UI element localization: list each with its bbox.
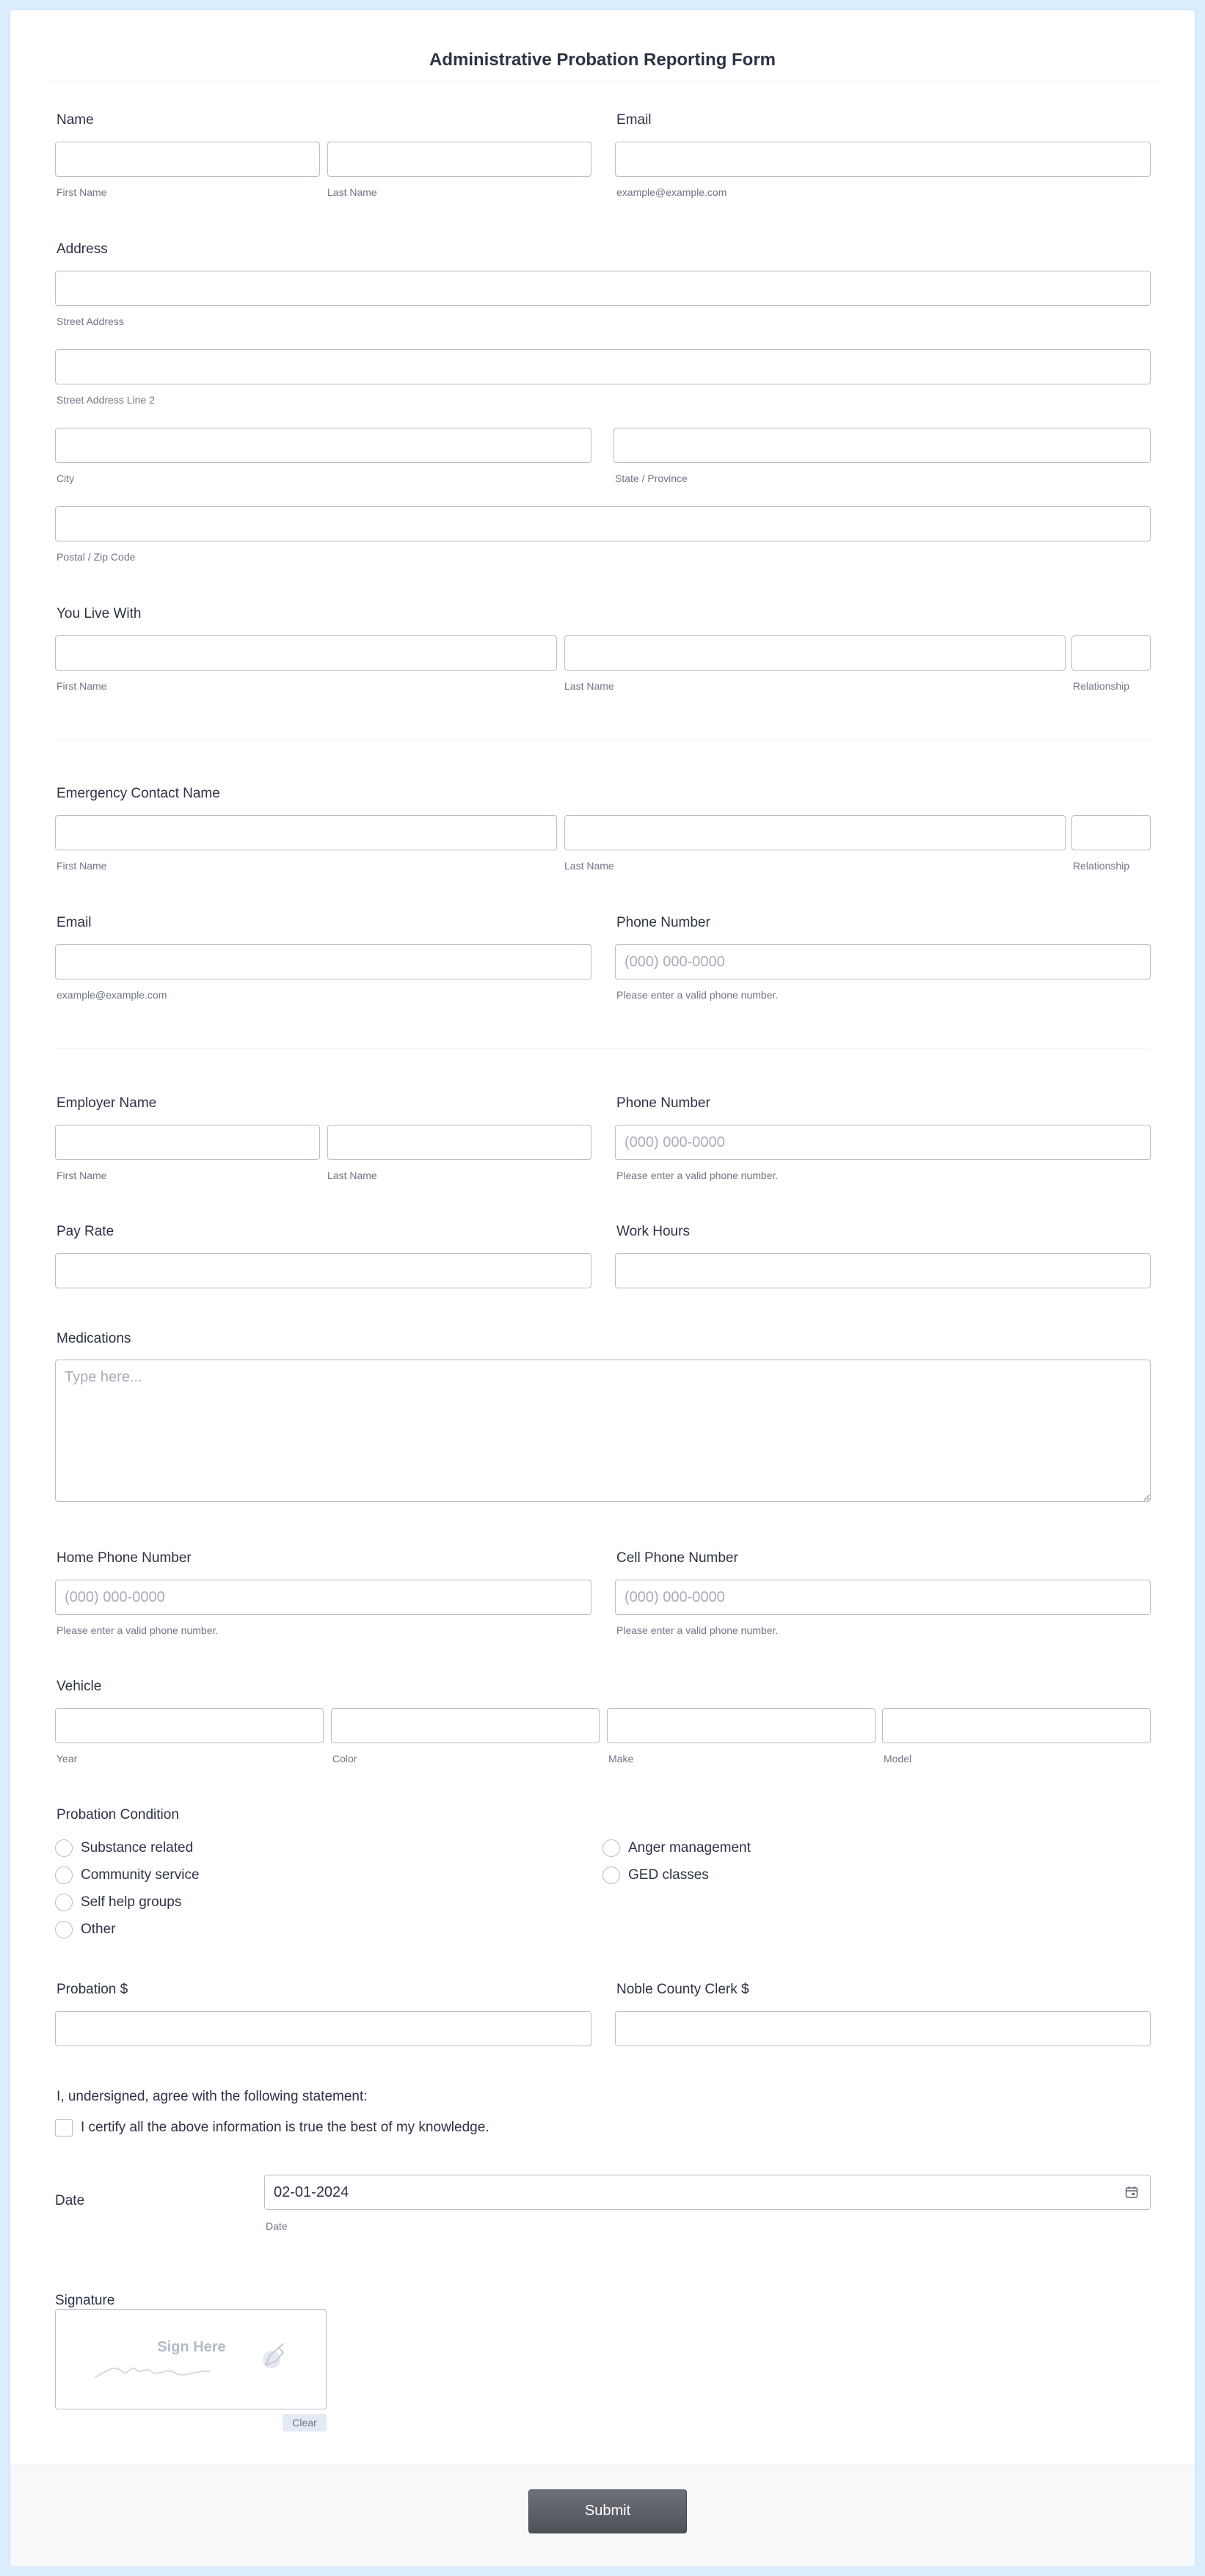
live-with-relationship-sublabel: Relationship: [1073, 680, 1130, 692]
vehicle-year-sublabel: Year: [57, 1753, 78, 1765]
medications-label: Medications: [57, 1331, 131, 1346]
clear-signature-button[interactable]: Clear: [283, 2414, 327, 2431]
cell-phone-input[interactable]: [615, 1580, 1151, 1615]
vehicle-color-sublabel: Color: [332, 1753, 357, 1765]
employer-name-label: Employer Name: [57, 1095, 157, 1111]
live-with-first-name-input[interactable]: [55, 635, 557, 671]
live-with-relationship-input[interactable]: [1071, 635, 1151, 671]
cell-phone-sublabel: Please enter a valid phone number.: [616, 1624, 779, 1636]
option-substance-related[interactable]: Substance related: [81, 1840, 194, 1856]
emergency-first-sublabel: First Name: [57, 860, 107, 872]
form-card: [10, 10, 1195, 2566]
radio-community-service[interactable]: [55, 1867, 73, 1884]
date-label: Date: [55, 2193, 85, 2208]
live-with-first-sublabel: First Name: [57, 680, 107, 692]
emergency-last-sublabel: Last Name: [564, 860, 614, 872]
vehicle-model-input[interactable]: [882, 1708, 1151, 1743]
state-input[interactable]: [614, 428, 1151, 463]
vehicle-model-sublabel: Model: [884, 1753, 912, 1765]
radio-ged-classes[interactable]: [602, 1867, 620, 1884]
form-title: Administrative Probation Reporting Form: [429, 50, 776, 70]
agreement-checkbox[interactable]: [55, 2119, 73, 2137]
pay-rate-input[interactable]: [55, 1253, 591, 1288]
emergency-relationship-sublabel: Relationship: [1073, 860, 1130, 872]
first-name-sublabel: First Name: [57, 186, 107, 198]
option-anger-management[interactable]: Anger management: [628, 1840, 751, 1856]
employer-phone-input[interactable]: [615, 1125, 1151, 1160]
street-address-input[interactable]: [55, 271, 1151, 306]
postal-code-sublabel: Postal / Zip Code: [57, 551, 136, 563]
radio-anger-management[interactable]: [602, 1839, 620, 1857]
radio-self-help-groups[interactable]: [55, 1894, 73, 1911]
submit-button[interactable]: Submit: [528, 2489, 687, 2533]
last-name-sublabel: Last Name: [327, 186, 377, 198]
employer-last-name-input[interactable]: [327, 1125, 591, 1160]
emergency-contact-label: Emergency Contact Name: [57, 786, 220, 801]
live-with-last-name-input[interactable]: [564, 635, 1066, 671]
emergency-relationship-input[interactable]: [1071, 815, 1151, 850]
city-sublabel: City: [57, 472, 75, 484]
agreement-statement[interactable]: I certify all the above information is true the best of my knowledge.: [81, 2120, 489, 2135]
clerk-fee-label: Noble County Clerk $: [616, 1982, 749, 1997]
signature-pad[interactable]: [55, 2309, 327, 2409]
clerk-fee-input[interactable]: [615, 2011, 1151, 2046]
medications-textarea[interactable]: [55, 1360, 1151, 1502]
employer-first-name-input[interactable]: [55, 1125, 320, 1160]
form-footer: [10, 2464, 1195, 2566]
employer-phone-label: Phone Number: [616, 1095, 710, 1111]
option-community-service[interactable]: Community service: [81, 1867, 200, 1883]
pay-rate-label: Pay Rate: [57, 1224, 114, 1239]
radio-substance-related[interactable]: [55, 1839, 73, 1857]
street-address-line2-sublabel: Street Address Line 2: [57, 394, 155, 406]
emergency-email-input[interactable]: [55, 944, 591, 979]
emergency-email-sublabel: example@example.com: [57, 989, 167, 1001]
emergency-email-label: Email: [57, 915, 92, 930]
street-address-line2-input[interactable]: [55, 349, 1151, 384]
probation-condition-label: Probation Condition: [57, 1807, 179, 1822]
postal-code-input[interactable]: [55, 506, 1151, 541]
first-name-input[interactable]: [55, 142, 320, 177]
live-with-last-sublabel: Last Name: [564, 680, 614, 692]
email-input[interactable]: [615, 142, 1151, 177]
probation-fee-input[interactable]: [55, 2011, 591, 2046]
state-sublabel: State / Province: [615, 472, 688, 484]
cell-phone-label: Cell Phone Number: [616, 1550, 738, 1566]
city-input[interactable]: [55, 428, 591, 463]
emergency-phone-label: Phone Number: [616, 915, 710, 930]
option-other[interactable]: Other: [81, 1922, 116, 1937]
work-hours-input[interactable]: [615, 1253, 1151, 1288]
vehicle-color-input[interactable]: [331, 1708, 600, 1743]
email-label: Email: [616, 112, 652, 128]
work-hours-label: Work Hours: [616, 1224, 690, 1239]
last-name-input[interactable]: [327, 142, 591, 177]
employer-phone-sublabel: Please enter a valid phone number.: [616, 1170, 779, 1181]
calendar-icon[interactable]: [1124, 2185, 1139, 2200]
home-phone-sublabel: Please enter a valid phone number.: [57, 1624, 219, 1636]
emergency-phone-input[interactable]: [615, 944, 1151, 979]
live-with-label: You Live With: [57, 606, 142, 621]
street-address-sublabel: Street Address: [57, 315, 124, 327]
section-divider-1: [55, 739, 1151, 740]
date-sublabel: Date: [266, 2220, 288, 2232]
pen-icon: [258, 2339, 292, 2373]
emergency-last-name-input[interactable]: [564, 815, 1066, 850]
address-label: Address: [57, 241, 108, 257]
vehicle-make-sublabel: Make: [608, 1753, 634, 1765]
employer-first-sublabel: First Name: [57, 1170, 107, 1181]
signature-label: Signature: [55, 2293, 115, 2308]
vehicle-year-input[interactable]: [55, 1708, 324, 1743]
emergency-phone-sublabel: Please enter a valid phone number.: [616, 989, 779, 1001]
signature-placeholder: Sign Here: [157, 2339, 226, 2355]
email-sublabel: example@example.com: [616, 186, 727, 198]
vehicle-label: Vehicle: [57, 1679, 102, 1694]
agreement-label: I, undersigned, agree with the following statement:: [57, 2089, 368, 2104]
radio-other[interactable]: [55, 1921, 73, 1938]
date-input[interactable]: [264, 2175, 1151, 2210]
employer-last-sublabel: Last Name: [327, 1170, 377, 1181]
home-phone-input[interactable]: [55, 1580, 591, 1615]
option-self-help-groups[interactable]: Self help groups: [81, 1894, 182, 1910]
name-label: Name: [57, 112, 94, 128]
emergency-first-name-input[interactable]: [55, 815, 557, 850]
probation-fee-label: Probation $: [57, 1982, 128, 1997]
vehicle-make-input[interactable]: [607, 1708, 875, 1743]
home-phone-label: Home Phone Number: [57, 1550, 192, 1566]
option-ged-classes[interactable]: GED classes: [628, 1867, 709, 1883]
